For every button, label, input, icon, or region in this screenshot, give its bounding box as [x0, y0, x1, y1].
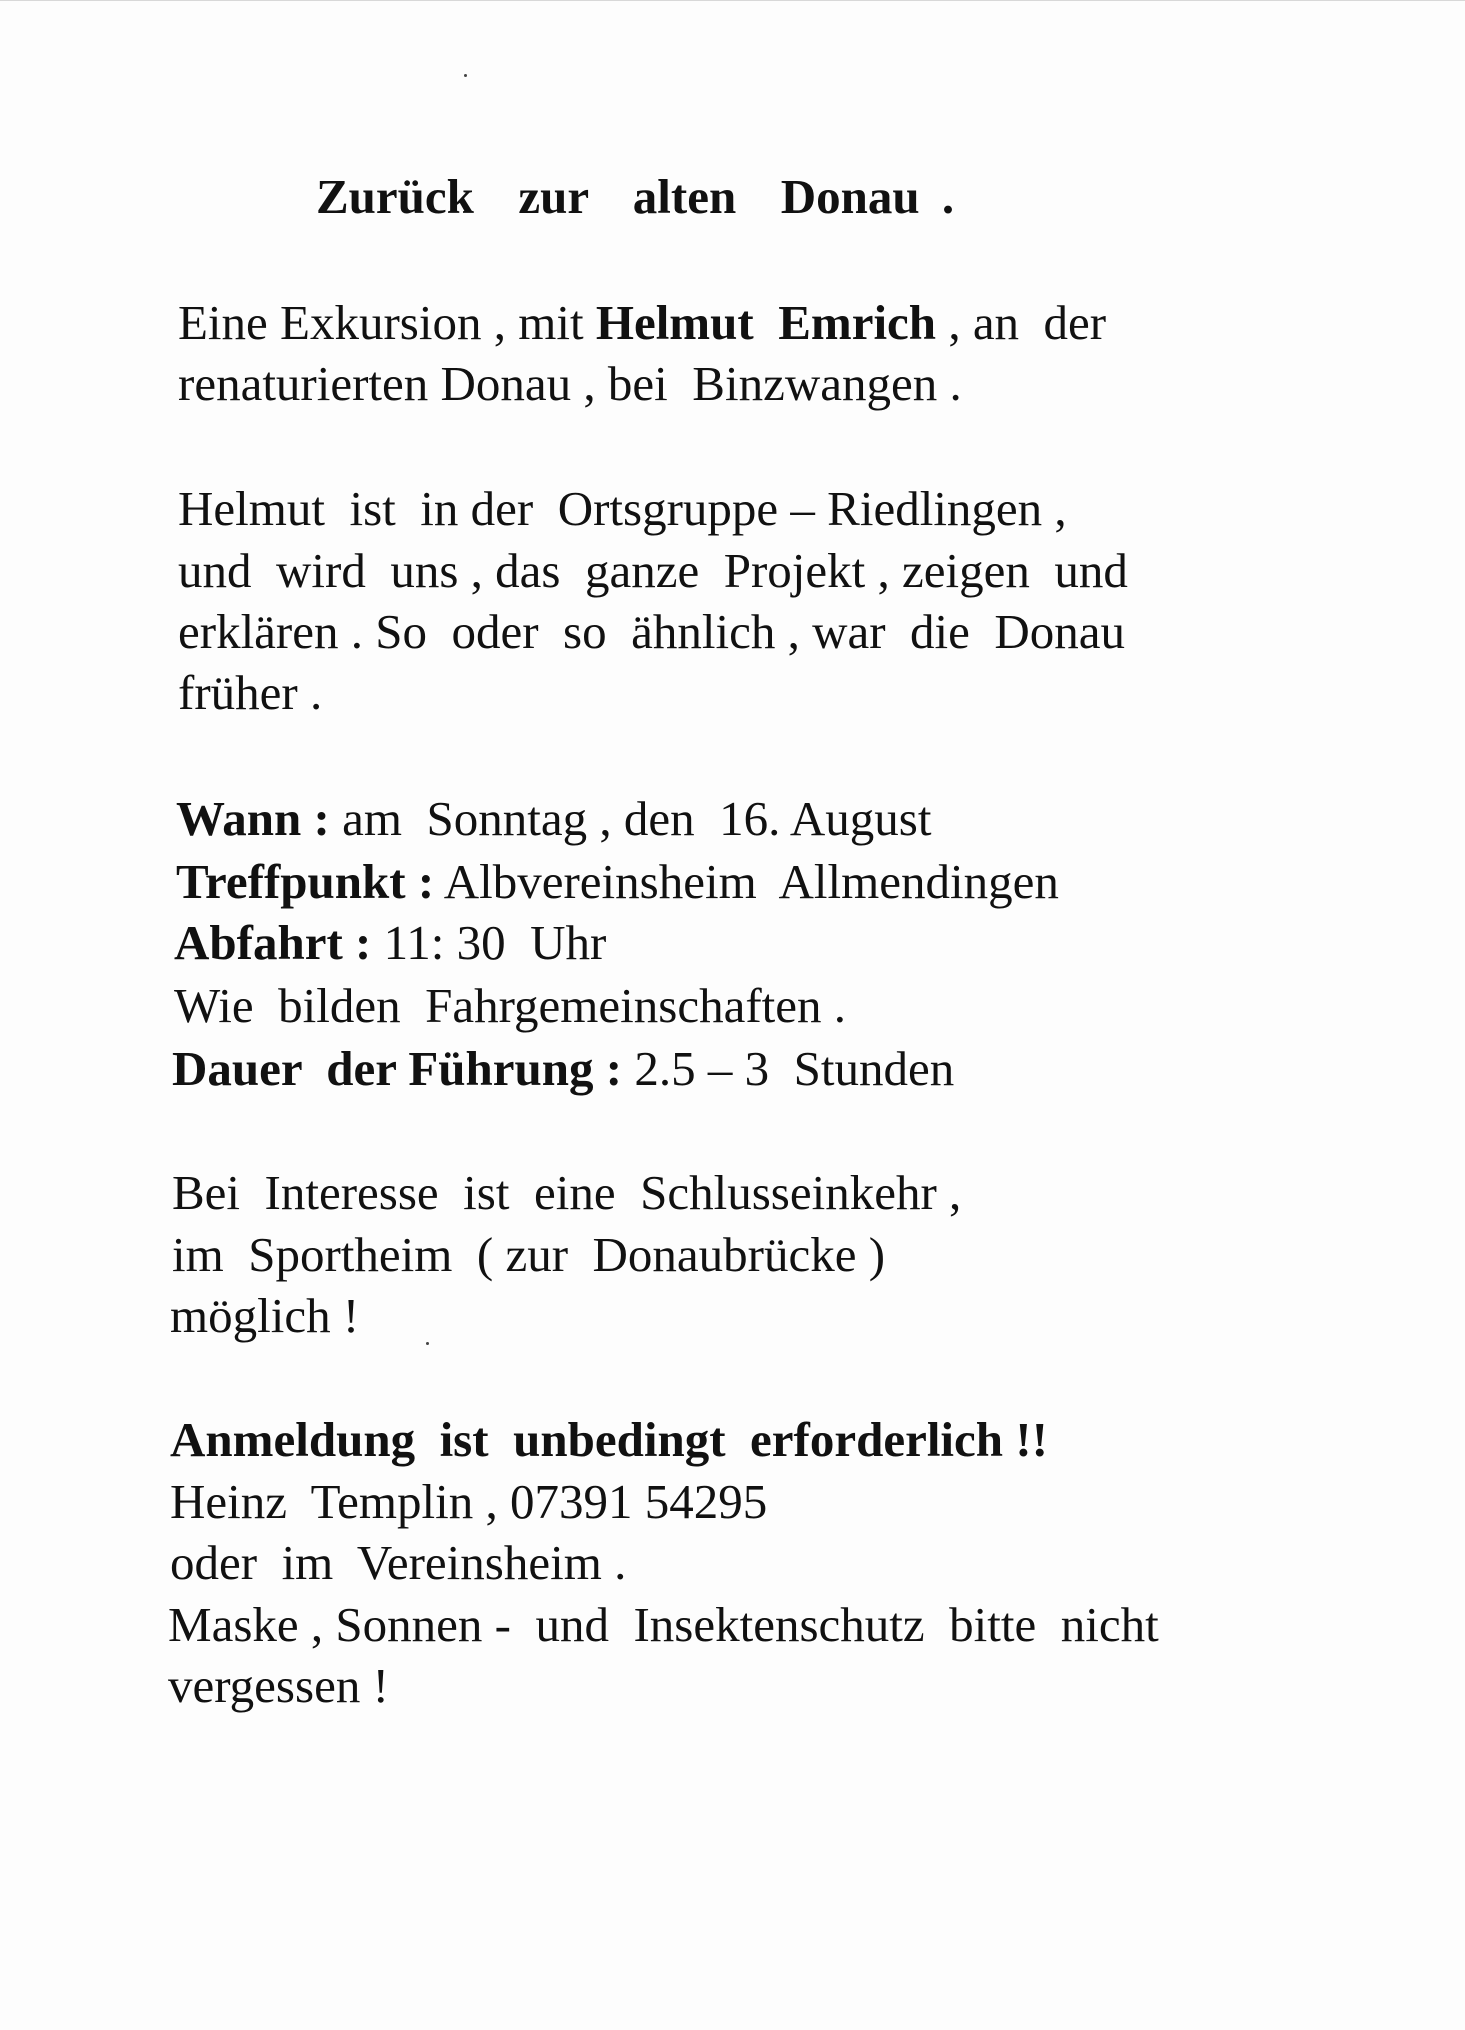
paragraph-line: und wird uns , das ganze Projekt , zeigen und	[178, 543, 1128, 598]
detail-label: Treffpunkt :	[176, 854, 435, 909]
detail-abfahrt	[174, 915, 607, 970]
paragraph-line: Bei Interesse ist eine Schlusseinkehr ,	[172, 1165, 962, 1220]
detail-label: Abfahrt :	[174, 915, 372, 970]
registration-contact: Heinz Templin , 07391 54295	[170, 1474, 768, 1529]
paragraph-line: früher .	[178, 665, 323, 720]
paragraph-line: im Sportheim ( zur Donaubrücke )	[172, 1227, 886, 1282]
intro-text: , an der	[936, 295, 1107, 350]
paragraph-line: erklären . So oder so ähnlich , war die Donau	[178, 604, 1126, 659]
page-title: Zurück zur alten Donau .	[316, 169, 955, 224]
reminder-line: vergessen !	[168, 1658, 389, 1713]
detail-value: 11: 30 Uhr	[371, 915, 607, 970]
reminder-line: Maske , Sonnen - und Insektenschutz bitte nicht	[168, 1597, 1159, 1652]
intro-line-1	[178, 295, 1107, 350]
intro-line-2: renaturierten Donau , bei Binzwangen .	[178, 356, 962, 411]
scan-edge-line	[0, 0, 1465, 1]
scan-speck	[426, 1342, 429, 1345]
paragraph-line: Helmut ist in der Ortsgruppe – Riedlingen ,	[178, 481, 1067, 536]
registration-alternative: oder im Vereinsheim .	[170, 1535, 627, 1590]
detail-label: Wann :	[176, 791, 330, 846]
scan-speck	[464, 74, 467, 77]
paragraph-line: möglich !	[170, 1288, 360, 1343]
detail-treffpunkt	[176, 854, 1059, 909]
intro-text: Eine Exkursion , mit	[178, 295, 596, 350]
detail-value: Albvereinsheim Allmendingen	[434, 854, 1059, 909]
detail-value: am Sonntag , den 16. August	[329, 791, 932, 846]
detail-dauer	[172, 1041, 955, 1096]
detail-fahrgemeinschaften: Wie bilden Fahrgemeinschaften .	[174, 978, 847, 1033]
guide-name: Helmut Emrich	[595, 295, 937, 350]
detail-value: 2.5 – 3 Stunden	[622, 1041, 955, 1096]
detail-label: Dauer der Führung :	[172, 1041, 623, 1096]
detail-wann	[176, 791, 932, 846]
registration-heading: Anmeldung ist unbedingt erforderlich !!	[170, 1412, 1048, 1467]
